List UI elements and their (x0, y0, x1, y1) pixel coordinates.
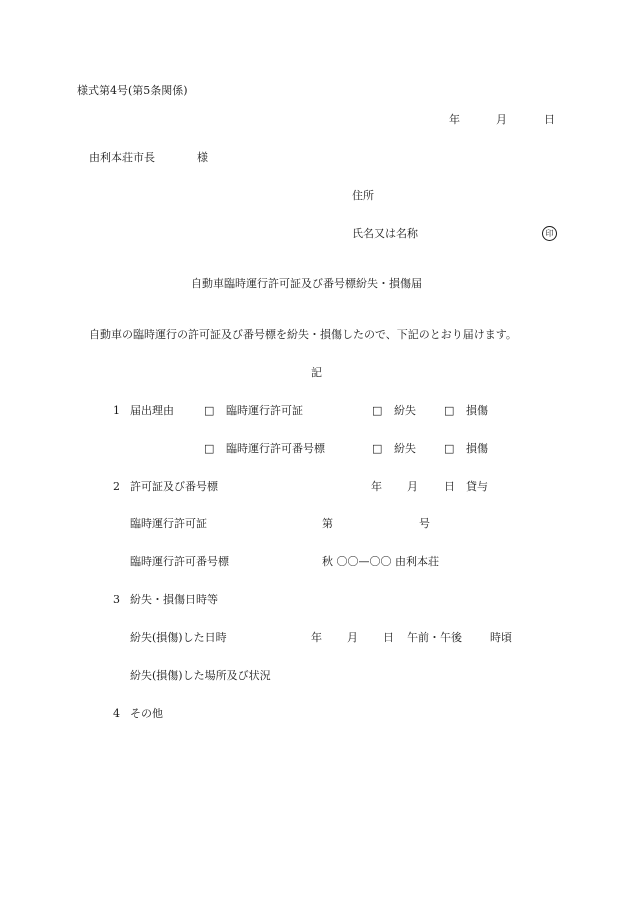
section3-number: 3 (113, 593, 120, 606)
date-year-label: 年 (449, 113, 460, 126)
checkbox-plate-lost[interactable]: □ (372, 442, 383, 455)
datetime-label: 紛失(損傷)した日時 (130, 631, 227, 644)
document-title: 自動車臨時運行許可証及び番号標紛失・損傷届 (191, 277, 422, 290)
checkbox-permit[interactable]: □ (204, 404, 215, 417)
lent-year-label: 年 (371, 480, 382, 493)
checkbox-permit-lost[interactable]: □ (372, 404, 383, 417)
lent-month-label: 月 (407, 480, 418, 493)
permit-label: 臨時運行許可証 (130, 517, 207, 530)
lent-label: 貸与 (466, 480, 488, 493)
ki-heading: 記 (311, 366, 322, 379)
form-number: 様式第4号(第5条関係) (77, 84, 188, 97)
checkbox-permit-damaged[interactable]: □ (444, 404, 455, 417)
section2-number: 2 (113, 480, 120, 493)
section4-label: その他 (130, 707, 163, 720)
section1-label: 届出理由 (130, 404, 174, 417)
section4-number: 4 (113, 707, 120, 720)
seal-mark: 印 (542, 226, 557, 241)
incident-time-label: 時頃 (490, 631, 512, 644)
date-day-label: 日 (544, 113, 555, 126)
permit-lost-label: 紛失 (394, 404, 416, 417)
plate-value: 秋 〇〇—〇〇 由利本荘 (322, 555, 439, 568)
section3-label: 紛失・損傷日時等 (130, 593, 218, 606)
plate-label: 臨時運行許可番号標 (130, 555, 229, 568)
incident-ampm-label: 午前・午後 (407, 631, 462, 644)
permit-go-label: 号 (419, 517, 430, 530)
section2-label: 許可証及び番号標 (130, 480, 218, 493)
section1-number: 1 (113, 404, 120, 417)
date-month-label: 月 (496, 113, 507, 126)
addressee-name: 由利本荘市長 (89, 151, 155, 164)
incident-month-label: 月 (347, 631, 358, 644)
plate-item-label: 臨時運行許可番号標 (226, 442, 325, 455)
permit-dai-label: 第 (322, 517, 333, 530)
lent-day-label: 日 (444, 480, 455, 493)
incident-year-label: 年 (311, 631, 322, 644)
checkbox-plate-damaged[interactable]: □ (444, 442, 455, 455)
intro-text: 自動車の臨時運行の許可証及び番号標を紛失・損傷したので、下記のとおり届けます。 (89, 328, 517, 341)
plate-lost-label: 紛失 (394, 442, 416, 455)
permit-damaged-label: 損傷 (466, 404, 488, 417)
incident-day-label: 日 (383, 631, 394, 644)
checkbox-plate[interactable]: □ (204, 442, 215, 455)
address-label: 住所 (352, 189, 374, 202)
addressee-honorific: 様 (197, 151, 208, 164)
plate-damaged-label: 損傷 (466, 442, 488, 455)
name-label: 氏名又は名称 (352, 227, 418, 240)
permit-item-label: 臨時運行許可証 (226, 404, 303, 417)
place-label: 紛失(損傷)した場所及び状況 (130, 669, 271, 682)
